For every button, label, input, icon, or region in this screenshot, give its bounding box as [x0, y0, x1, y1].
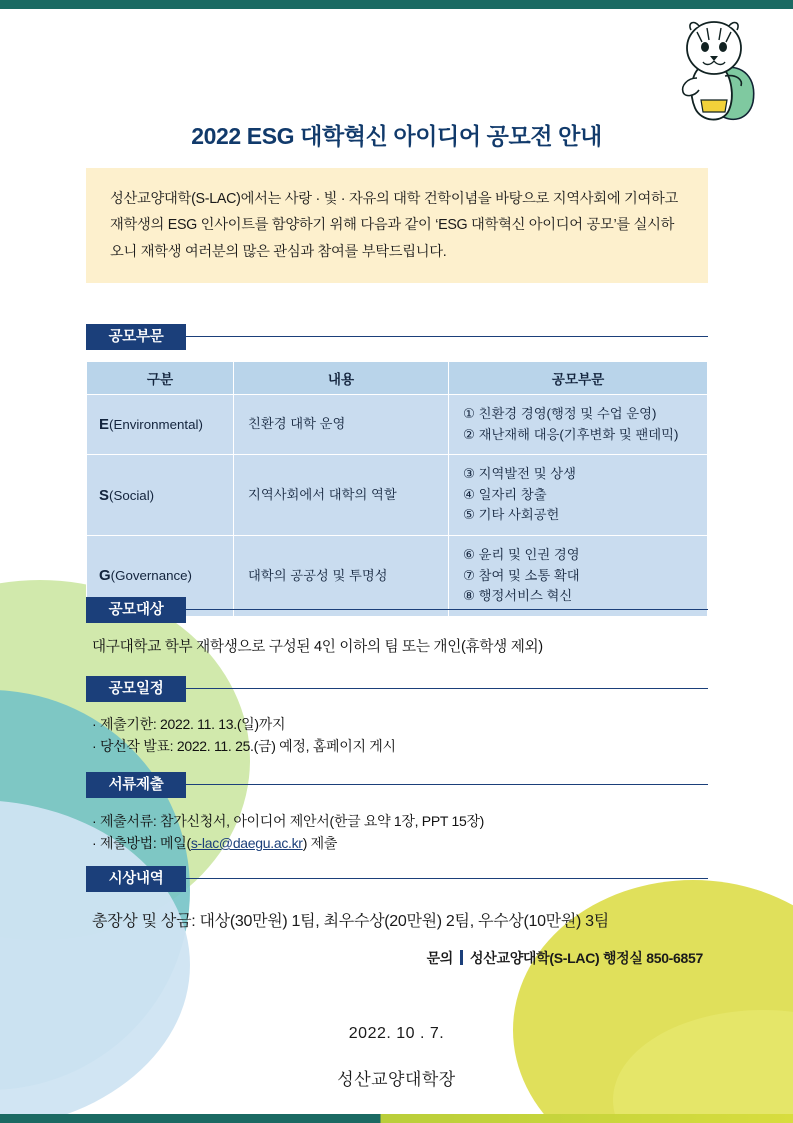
section-rule — [186, 336, 708, 337]
table-col-header-0: 구분 — [87, 362, 234, 395]
section-header-awards — [86, 866, 708, 892]
key-word: (Social) — [109, 487, 155, 503]
section-rule — [186, 609, 708, 610]
section-rule — [186, 784, 708, 785]
table-cell-desc: 친환경 대학 운영 — [234, 395, 449, 455]
divider-bar-icon — [460, 950, 463, 965]
contact-value: 성산교양대학(S-LAC) 행정실 850-6857 — [470, 950, 703, 966]
target-line: 대구대학교 학부 재학생으로 구성된 4인 이하의 팀 또는 개인(휴학생 제외) — [92, 639, 543, 655]
section-header-target — [86, 597, 708, 623]
awards-body: 대상(30만원) 1팀, 최우수상(20만원) 2팀, 우수상(10만원) 3팀 — [199, 913, 609, 930]
bottom-accent-bar — [0, 1114, 793, 1123]
awards-line — [92, 908, 732, 931]
item-line: ⑦ 참여 및 소통 확대 — [463, 567, 580, 583]
section-header-schedule — [86, 676, 708, 702]
section-header-submission — [86, 772, 708, 798]
key-letter: G — [99, 567, 111, 585]
submission-prefix: · 제출방법: 메일( — [92, 835, 191, 851]
category-table — [86, 361, 708, 617]
tiger-mascot-icon — [661, 16, 771, 131]
table-cell-items — [449, 395, 708, 455]
section-rule — [186, 878, 708, 879]
item-line: ③ 지역발전 및 상생 — [463, 466, 576, 482]
table-row — [87, 455, 708, 536]
table-col-header-2: 공모부문 — [449, 362, 708, 395]
item-line: ① 친환경 경영(행정 및 수업 운영) — [463, 406, 657, 421]
item-line: ④ 일자리 창출 — [463, 486, 547, 502]
intro-paragraph: 성산교양대학(S-LAC)에서는 사랑 · 빛 · 자유의 대학 건학이념을 바탕으로 지역사회에 기여하고 재학생의 ESG 인사이트를 함양하기 위해 다음과 같이 ‘ESG 대학혁신 아이디어 공모’를 실시하오니 재학생 여러분의 많은 관심과 참여를 부탁드립니다. — [86, 168, 708, 283]
item-line: ② 재난재해 대응(기후변화 및 팬데믹) — [463, 426, 679, 442]
section-tag-awards: 시상내역 — [86, 866, 186, 892]
key-word: (Governance) — [110, 568, 192, 584]
table-row — [87, 395, 708, 455]
item-line: ⑧ 행정서비스 혁신 — [463, 588, 573, 604]
contact-line — [427, 948, 703, 968]
submission-line-2 — [92, 833, 337, 853]
awards-prefix: 총장상 및 상금: — [92, 913, 196, 930]
table-cell-desc: 지역사회에서 대학의 역할 — [234, 455, 449, 536]
section-tag-submission: 서류제출 — [86, 772, 186, 798]
table-cell-key — [87, 395, 234, 455]
section-tag-schedule: 공모일정 — [86, 676, 186, 702]
key-word: (Environmental) — [109, 416, 203, 432]
page-title: 2022 ESG 대학혁신 아이디어 공모전 안내 — [191, 123, 602, 149]
section-rule — [186, 688, 708, 689]
table-cell-items — [449, 455, 708, 536]
email-link[interactable]: s-lac@daegu.ac.kr — [190, 835, 303, 851]
section-header-category — [86, 324, 708, 350]
item-line: ⑥ 윤리 및 인권 경영 — [463, 547, 580, 563]
top-accent-bar — [0, 0, 793, 9]
submission-suffix: ) 제출 — [302, 835, 338, 851]
contact-label: 문의 — [426, 950, 454, 966]
table-cell-key — [87, 455, 234, 536]
section-tag-target: 공모대상 — [86, 597, 186, 623]
table-col-header-1: 내용 — [234, 362, 449, 395]
section-tag-category: 공모부문 — [86, 324, 186, 350]
item-line: ⑤ 기타 사회공헌 — [463, 507, 560, 523]
table-cell-desc: 대학의 공공성 및 투명성 — [234, 536, 449, 617]
issue-date: 2022. 10 . 7. — [348, 1025, 445, 1042]
submission-line-1: · 제출서류: 참가신청서, 아이디어 제안서(한글 요약 1장, PPT 15장) — [92, 813, 485, 829]
key-letter: S — [99, 486, 110, 504]
table-header-row — [87, 362, 708, 395]
key-letter: E — [99, 415, 110, 433]
schedule-line-1: · 제출기한: 2022. 11. 13.(일)까지 — [92, 716, 286, 732]
schedule-line-2: · 당선작 발표: 2022. 11. 25.(금) 예정, 홈페이지 게시 — [92, 738, 396, 754]
signature: 성산교양대학장 — [337, 1070, 456, 1089]
